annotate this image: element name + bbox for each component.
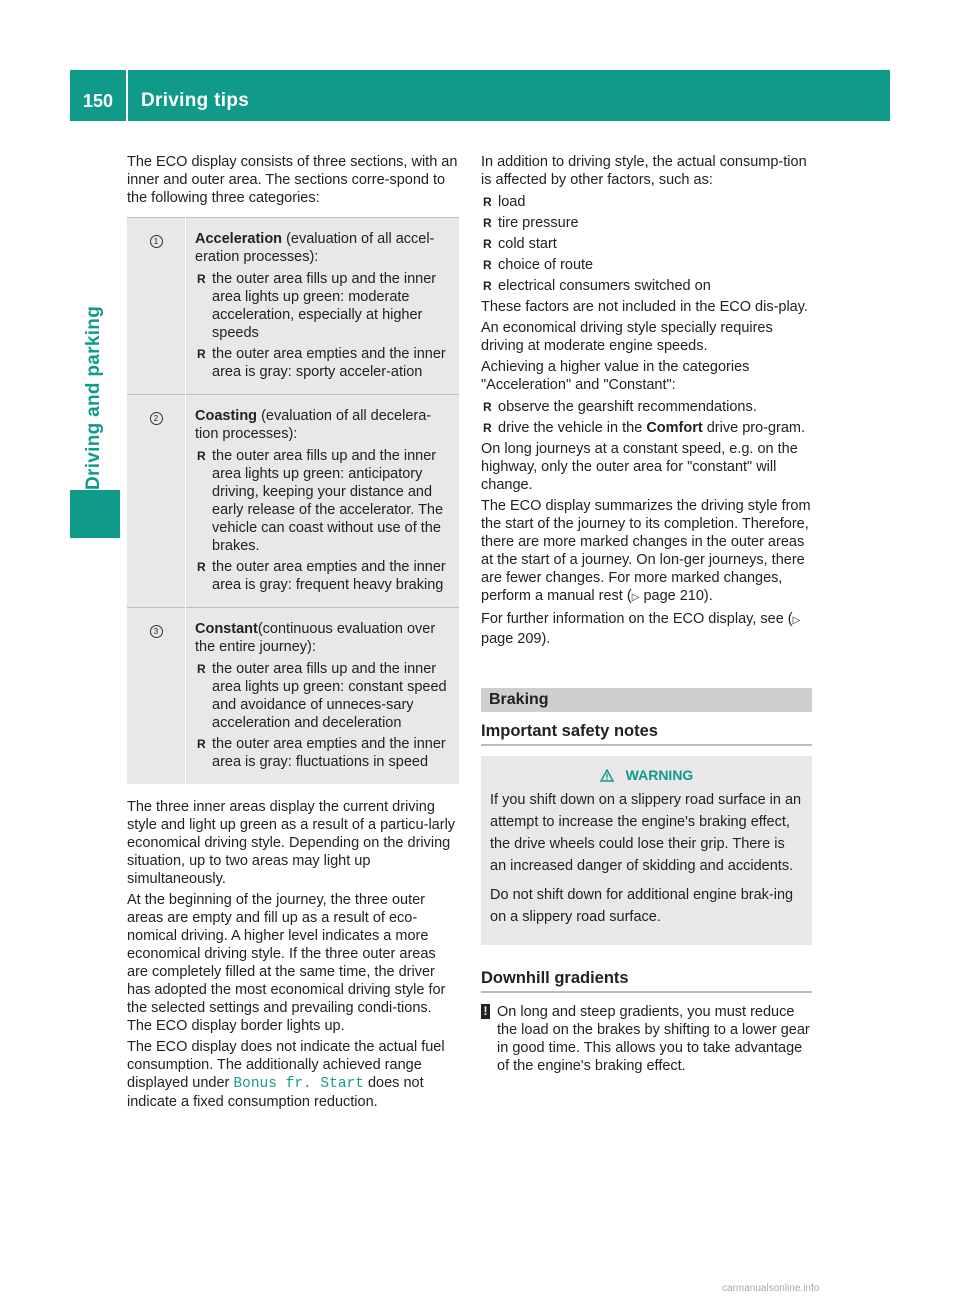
list-item: R the outer area empties and the inner area is gray: fluctuations in speed	[195, 735, 451, 771]
paragraph: At the beginning of the journey, the three outer areas are empty and fill up as a result of eco-nomical driving. A higher level indicates a more economical driving style. If the three outer areas are completely filled at the same time, the driver has adopted the most economical driving style for the selected settings and prevailing condi-tions. The ECO display border lights up.	[127, 892, 446, 1034]
list-item: R electrical consumers switched on	[481, 277, 812, 295]
warning-text: If you shift down on a slippery road surface in an attempt to increase the engine's braking effect, the drive wheels could lose their grip. There is an increased danger of skidding and accidents.	[490, 792, 802, 874]
sidebar-section-label: Driving and parking	[83, 305, 104, 490]
list-item: R the outer area empties and the inner area is gray: frequent heavy braking	[195, 558, 451, 594]
achieve-list	[481, 398, 812, 437]
header-separator	[126, 70, 128, 121]
list-item: R choice of route	[481, 256, 812, 274]
notice-exclamation-icon: !	[481, 1004, 490, 1019]
list-item: R load	[481, 193, 812, 211]
list-item: R the outer area empties and the inner area is gray: sporty acceler-ation	[195, 345, 451, 381]
paragraph	[481, 610, 812, 648]
category-row-coasting	[127, 395, 459, 608]
paragraph-text: The ECO display summarizes the driving style from the start of the journey to its completion. Therefore, there are more marked changes in the outer areas at the start of a journey. On lon-ger journeys, there are fewer changes. For more marked changes, perform a manual rest (	[481, 498, 811, 604]
list-item: R tire pressure	[481, 214, 812, 232]
paragraph: Achieving a higher value in the categories "Acceleration" and "Constant":	[481, 359, 750, 393]
drive-program-name: Comfort	[646, 420, 703, 436]
list-item: R observe the gearshift recommendations.	[481, 398, 812, 416]
right-column	[481, 153, 812, 1075]
warning-title: WARNING	[625, 767, 694, 783]
paragraph	[127, 1038, 460, 1111]
category-title: Coasting	[195, 408, 258, 424]
list-item-text: drive pro-gram.	[706, 420, 806, 436]
list-item	[481, 419, 812, 437]
callout-3-icon: 3	[150, 625, 163, 638]
warning-text: Do not shift down for additional engine brak-ing on a slippery road surface.	[490, 887, 794, 925]
display-message-code: Bonus fr. Start	[233, 1076, 364, 1092]
page-ref-arrow-icon: ▷	[792, 615, 801, 626]
paragraph: An economical driving style specially requires driving at moderate engine speeds.	[481, 320, 773, 354]
warning-box	[481, 756, 812, 945]
paragraph: On long journeys at a constant speed, e.g. on the highway, only the outer area for "constant" will change.	[481, 441, 798, 493]
category-title: Constant	[195, 621, 258, 637]
page-number: 150	[82, 91, 114, 111]
left-column	[127, 153, 460, 1114]
intro-text: The ECO display consists of three sections, with an inner and outer area. The sections corre-spond to the following three categories:	[127, 154, 458, 206]
category-row-acceleration	[127, 218, 459, 395]
page-reference-link[interactable]: page 209).	[481, 631, 551, 647]
page-ref-arrow-icon: ▷	[631, 592, 640, 603]
list-item: R the outer area fills up and the inner area lights up green: constant speed and avoidance of unneces-sary acceleration and deceleration	[195, 660, 451, 732]
paragraph: In addition to driving style, the actual consump-tion is affected by other factors, such as:	[481, 154, 807, 188]
paragraph: The three inner areas display the current driving style and light up green as a result of a particu-larly economical driving style. Depending on the driving situation, up to two areas may light up simultaneously.	[127, 799, 456, 887]
watermark: carmanualsonline.info	[722, 1283, 820, 1294]
list-item: R the outer area fills up and the inner area lights up green: anticipatory driving, keeping your distance and early release of the accelerator. The vehicle can coast without use of the brakes.	[195, 447, 451, 555]
list-item-text: drive the vehicle in the	[498, 420, 643, 436]
category-desc: (evaluation of all decelera-tion processes):	[195, 408, 432, 442]
category-desc: (evaluation of all accel-eration processes):	[195, 231, 435, 265]
list-item: R cold start	[481, 235, 812, 253]
paragraph-text: does not indicate a fixed consumption reduction.	[127, 1075, 424, 1110]
category-desc: (continuous evaluation over the entire journey):	[195, 621, 436, 655]
page-title: Driving tips	[141, 90, 250, 111]
paragraph-text: The ECO display does not indicate the actual fuel consumption. The additionally achieved range displayed under	[127, 1039, 445, 1091]
warning-triangle-icon	[600, 769, 614, 782]
callout-2-icon: 2	[150, 412, 163, 425]
paragraph-text: For further information on the ECO display, see (	[481, 611, 793, 627]
callout-1-icon: 1	[150, 235, 163, 248]
sidebar-marker	[70, 490, 120, 538]
section-heading-braking: Braking	[481, 688, 812, 712]
notice-text: On long and steep gradients, you must reduce the load on the brakes by shifting to a lower gear in good time. This allows you to take advantage of the engine's braking effect.	[497, 1004, 810, 1074]
downhill-heading: Downhill gradients	[481, 969, 812, 993]
paragraph	[481, 497, 812, 607]
category-row-constant	[127, 608, 459, 785]
factor-list	[481, 193, 812, 295]
category-table	[127, 217, 459, 784]
list-item: R the outer area fills up and the inner area lights up green: moderate acceleration, especially at higher speeds	[195, 270, 451, 342]
paragraph: These factors are not included in the ECO dis-play.	[481, 299, 808, 315]
category-title: Acceleration	[195, 231, 283, 247]
safety-notes-heading: Important safety notes	[481, 722, 812, 746]
notice-note	[481, 1003, 812, 1075]
page-reference-link[interactable]: page 210).	[643, 588, 713, 604]
